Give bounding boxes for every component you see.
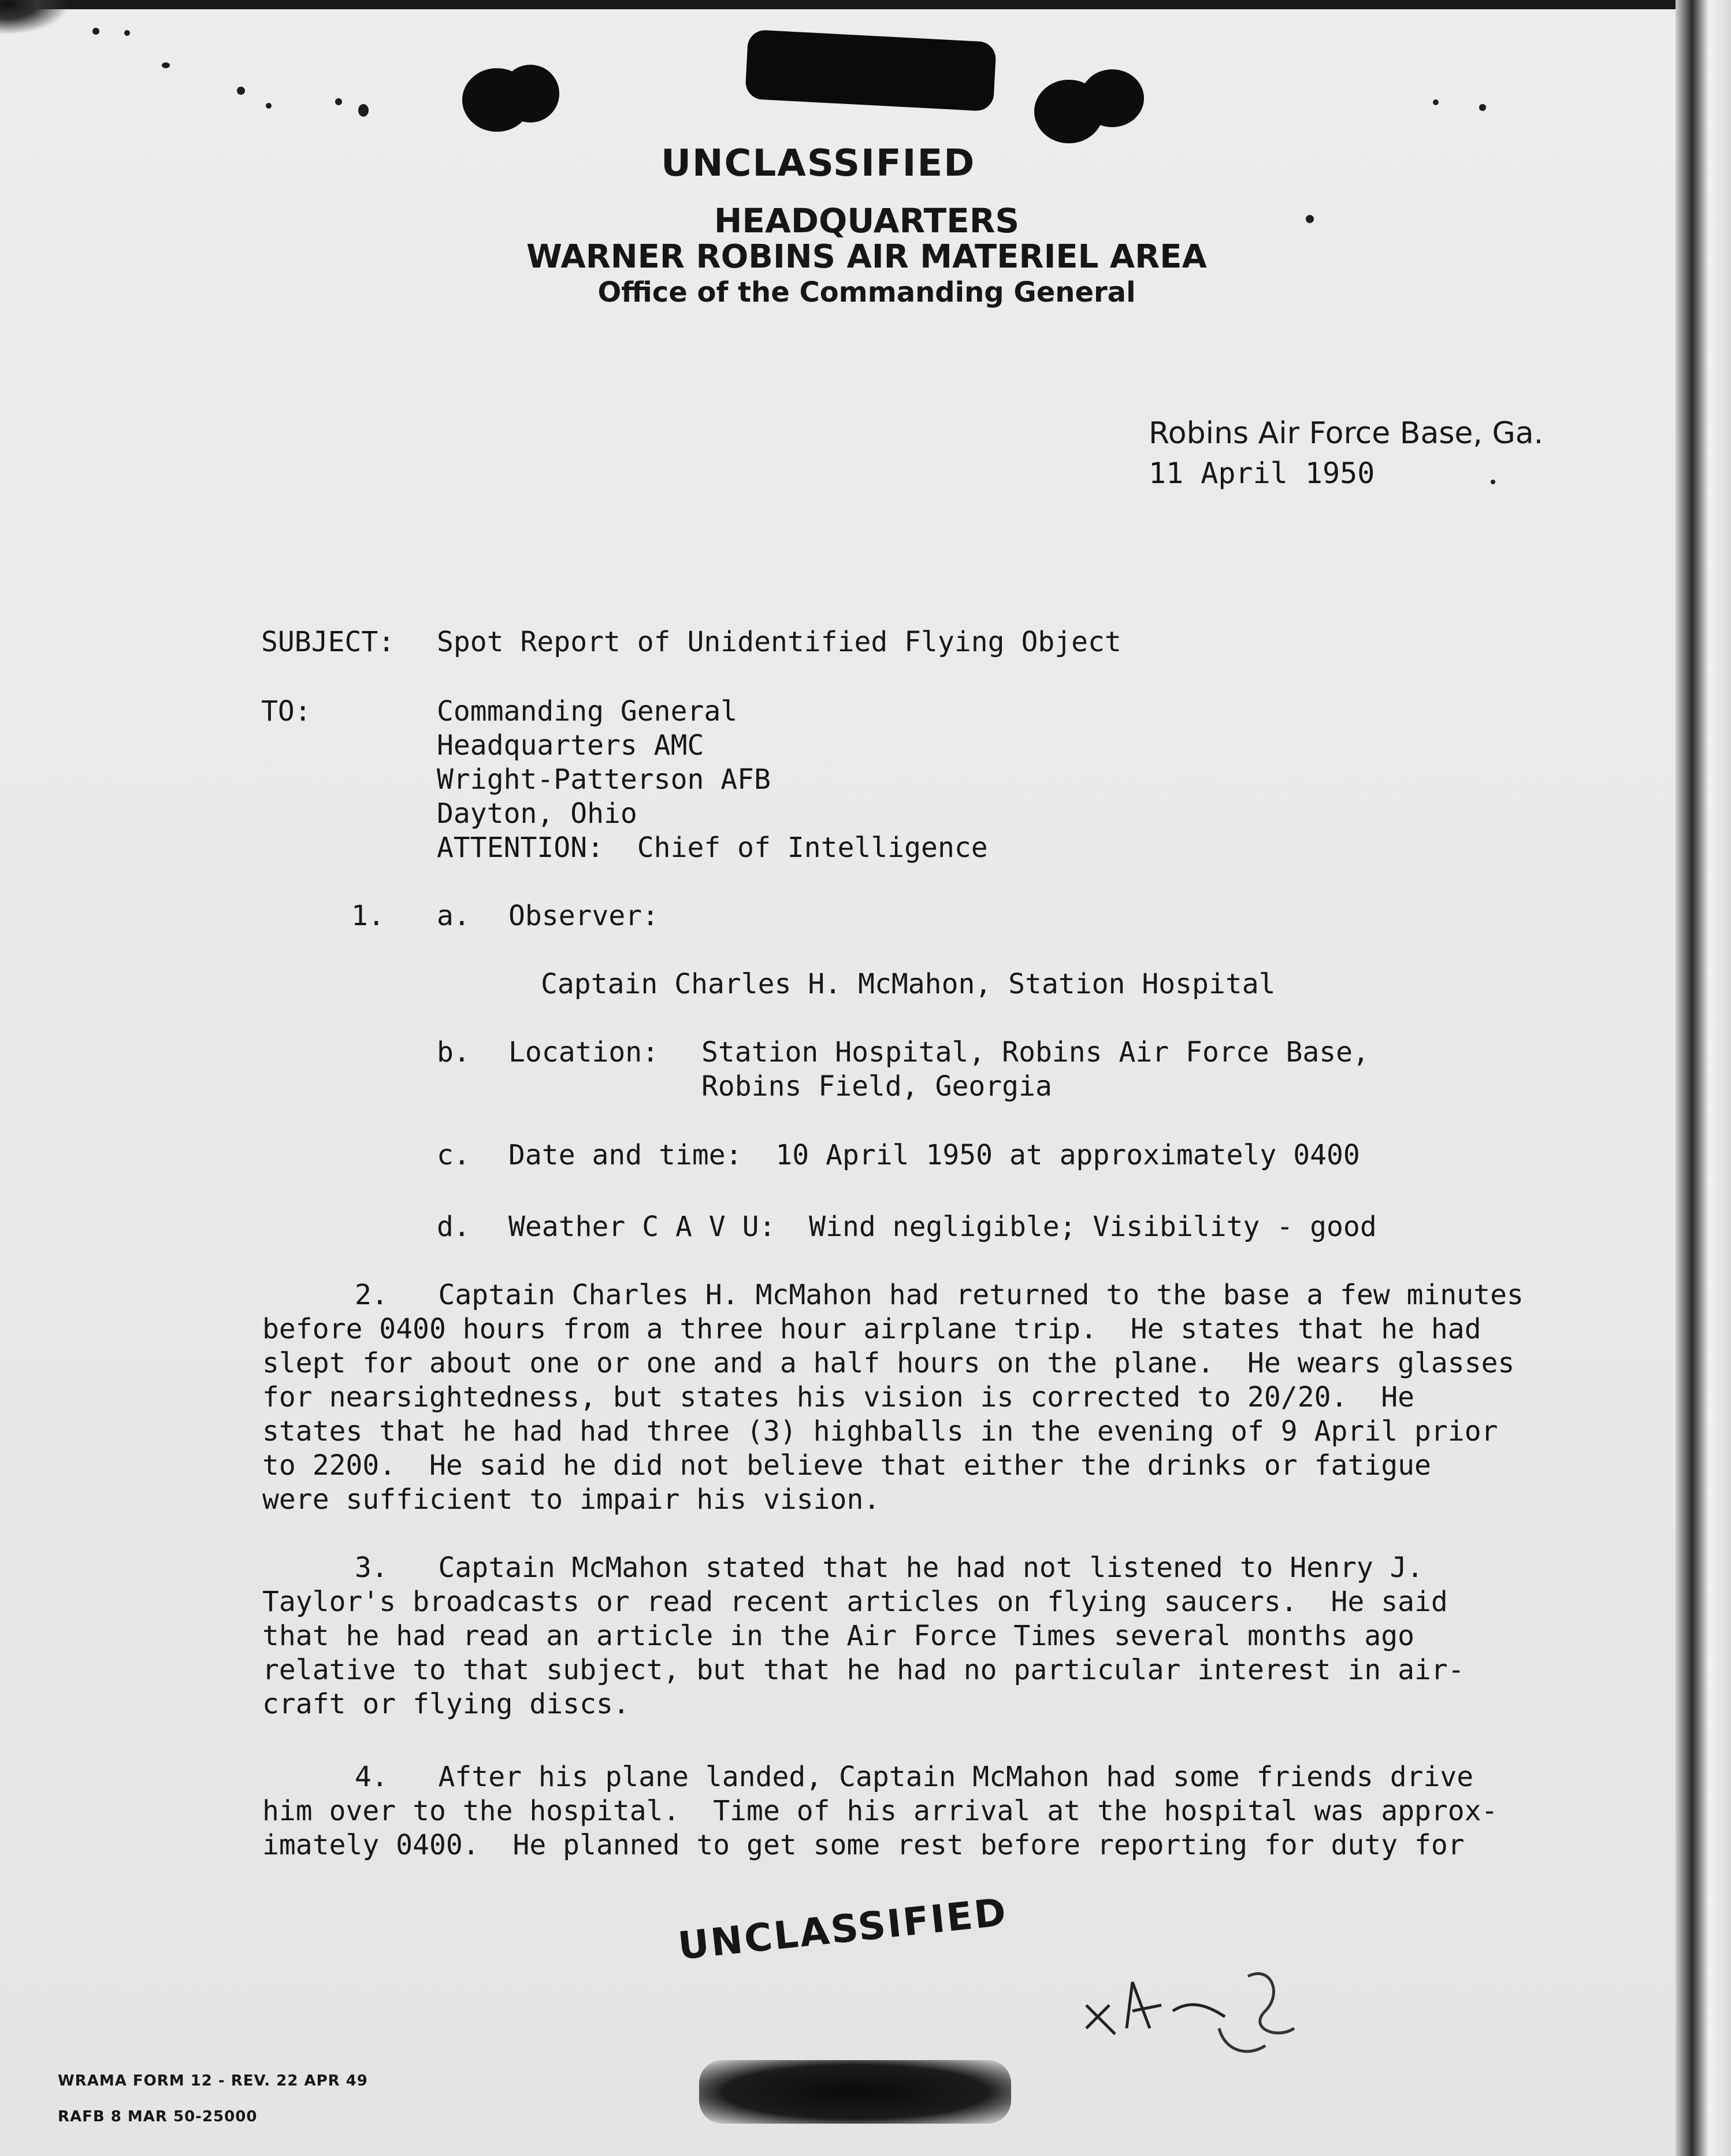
subject-label: SUBJECT: [261,626,395,658]
classification-stamp-bottom: UNCLASSIFIED [676,1890,1010,1969]
paragraph-line: that he had read an article in the Air Force Times several months ago [262,1620,1414,1652]
to-attention: ATTENTION: Chief of Intelligence [437,832,988,864]
item-c-label: c. [437,1139,470,1171]
scan-speck [237,87,245,95]
paragraph-line: relative to that subject, but that he had no particular interest in air- [262,1654,1465,1686]
paragraph-line: craft or flying discs. [262,1688,630,1720]
form-print-info: RAFB 8 MAR 50-25000 [58,2108,258,2125]
redaction-bar-top [745,29,997,112]
scan-speck [162,62,170,68]
punch-hole-left-b [502,65,559,123]
letter-place: Robins Air Force Base, Ga. [1149,416,1544,451]
location-value: Robins Field, Georgia [701,1070,1052,1103]
paragraph-line: Taylor's broadcasts or read recent articles on flying saucers. He said [262,1586,1448,1618]
to-line: Headquarters AMC [437,729,704,762]
weather-text: Weather C A V U: Wind negligible; Visibility - good [508,1211,1377,1243]
punch-hole-right-b [1080,69,1144,127]
item-a-label: a. [437,900,470,932]
scan-top-border [0,0,1731,9]
scan-speck [1491,480,1495,484]
paragraph-line: imately 0400. He planned to get some rest before reporting for duty for [262,1829,1465,1861]
paragraph-line: to 2200. He said he did not believe that either the drinks or fatigue [262,1449,1431,1482]
letterhead-organization: WARNER ROBINS AIR MATERIEL AREA [526,238,1207,276]
item-d-label: d. [437,1211,470,1243]
subject-text: Spot Report of Unidentified Flying Object [437,626,1121,658]
date-time-text: Date and time: 10 April 1950 at approximately 0400 [508,1139,1360,1171]
scan-speck [335,98,342,105]
paragraph-line: were sufficient to impair his vision. [262,1483,881,1516]
scan-speck [1479,104,1486,111]
to-line: Wright-Patterson AFB [437,763,771,796]
to-label: TO: [261,695,311,728]
observer-value: Captain Charles H. McMahon, Station Hospital [541,968,1276,1000]
paragraph-line: 2. Captain Charles H. McMahon had returned to the base a few minutes [355,1279,1524,1311]
paragraph-line: before 0400 hours from a three hour airplane trip. He states that he had [262,1313,1481,1345]
scan-speck [266,103,272,109]
scan-speck [124,30,130,36]
paragraph-line: for nearsightedness, but states his vision is corrected to 20/20. He [262,1381,1414,1413]
scan-speck [92,28,99,35]
to-line: Dayton, Ohio [437,797,637,830]
letterhead-headquarters: HEADQUARTERS [714,201,1020,240]
item-b-title: Location: [508,1036,659,1068]
letter-date: 11 April 1950 [1149,457,1375,490]
to-line: Commanding General [437,695,738,728]
item-b-label: b. [437,1036,470,1068]
item-a-title: Observer: [508,900,659,932]
paragraph-line: 4. After his plane landed, Captain McMahon had some friends drive [355,1761,1474,1793]
paragraph-line: him over to the hospital. Time of his arrival at the hospital was approx- [262,1795,1498,1827]
redaction-bar-bottom [699,2060,1011,2124]
scan-corner-mark [0,0,69,35]
paragraph-line: states that he had had three (3) highballs in the evening of 9 April prior [262,1415,1498,1448]
location-value: Station Hospital, Robins Air Force Base, [701,1036,1369,1068]
letterhead-office: Office of the Commanding General [597,276,1136,309]
item-number: 1. [351,900,385,932]
scan-right-edge [1676,0,1731,2156]
paragraph-line: 3. Captain McMahon stated that he had not listened to Henry J. [355,1552,1424,1584]
scan-speck [1433,99,1439,105]
classification-stamp-top: UNCLASSIFIED [661,142,976,185]
form-number: WRAMA FORM 12 - REV. 22 APR 49 [58,2072,368,2090]
scan-speck [358,104,369,117]
paragraph-line: slept for about one or one and a half hours on the plane. He wears glasses [262,1347,1515,1379]
handwritten-initials [1075,1942,1317,2069]
